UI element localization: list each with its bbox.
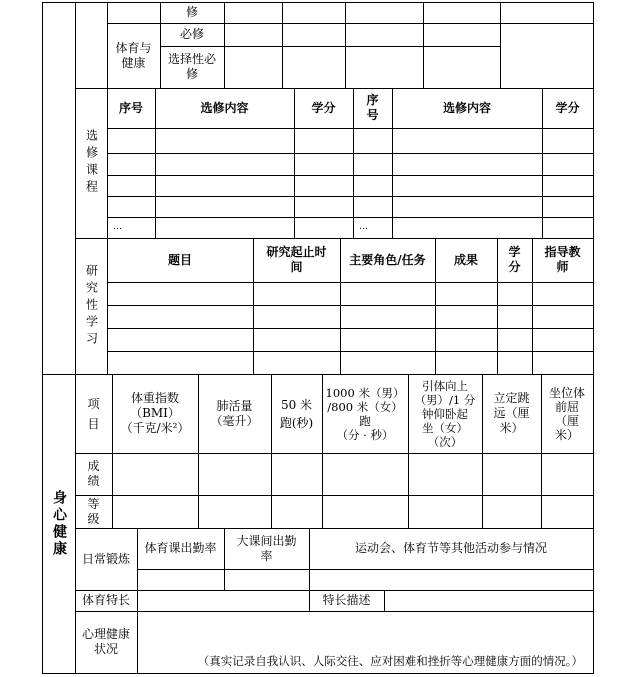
mental-health-label: 心理健康 状况 [81, 627, 130, 656]
fitness-pullup-header: 引体向上 （男）/1 分 钟仰卧起 坐（女） （次） [414, 378, 476, 449]
fitness-jump-header: 立定跳 远（厘 米） [493, 391, 530, 435]
fitness-run1000-header: 1000 米（男） /800 米（女） 跑 （分 · 秒） [325, 385, 405, 442]
fitness-item-label: 项 目 [87, 396, 100, 431]
elective-header-credit: 学分 [311, 100, 336, 115]
elective-header-content2: 选修内容 [442, 100, 491, 115]
specialty-desc-label: 特长描述 [322, 593, 371, 607]
fitness-run50-header: 50 米 跑(秒) [279, 397, 314, 430]
research-side-label: 研究性学习 [84, 263, 99, 349]
elective-header-credit2: 学分 [555, 100, 580, 115]
health-section-label: 身心健康 [51, 490, 67, 558]
research-header-role: 主要角色/任务 [349, 252, 426, 267]
research-header-advisor: 指导教 师 [544, 245, 581, 274]
research-header-result: 成果 [453, 252, 478, 267]
sports-specialty-label: 体育特长 [81, 593, 130, 607]
fitness-sitreach-header: 坐位体 前屈 （厘 米） [548, 385, 585, 442]
elective-header-no: 序号 [118, 100, 143, 115]
elective-header-content: 选修内容 [200, 100, 249, 115]
fitness-lung-header: 肺活量 （毫升） [210, 398, 259, 428]
research-header-credit: 学 分 [508, 245, 521, 274]
research-header-period: 研究起止时 间 [266, 245, 327, 274]
elective-header-no2: 序 号 [366, 93, 379, 122]
daily-exercise-label: 日常锻炼 [81, 551, 130, 566]
elective-ellipsis-right: … [359, 222, 368, 232]
pe-elective-label: 选择性必 修 [167, 52, 216, 81]
break-attendance-header: 大课间出勤 率 [236, 533, 297, 563]
pe-row0-suffix: 修 [185, 5, 198, 19]
pe-required-label: 必修 [179, 27, 204, 41]
pe-label: 体育与 健康 [115, 40, 152, 70]
pe-attendance-header: 体育课出勤率 [144, 541, 217, 555]
fitness-bmi-header: 体重指数 （BMI） （千克/米²） [120, 391, 190, 435]
fitness-grade-label: 等 级 [87, 496, 100, 526]
research-header-topic: 题目 [167, 252, 192, 267]
mental-health-note: （真实记录自我认识、人际交往、应对困难和挫折等心理健康方面的情况。） [197, 653, 583, 668]
fitness-score-label: 成 绩 [87, 459, 100, 488]
elective-ellipsis-left: … [113, 222, 122, 232]
events-participation-header: 运动会、体育节等其他活动参与情况 [354, 541, 547, 555]
elective-side-label: 选修课程 [84, 129, 99, 197]
